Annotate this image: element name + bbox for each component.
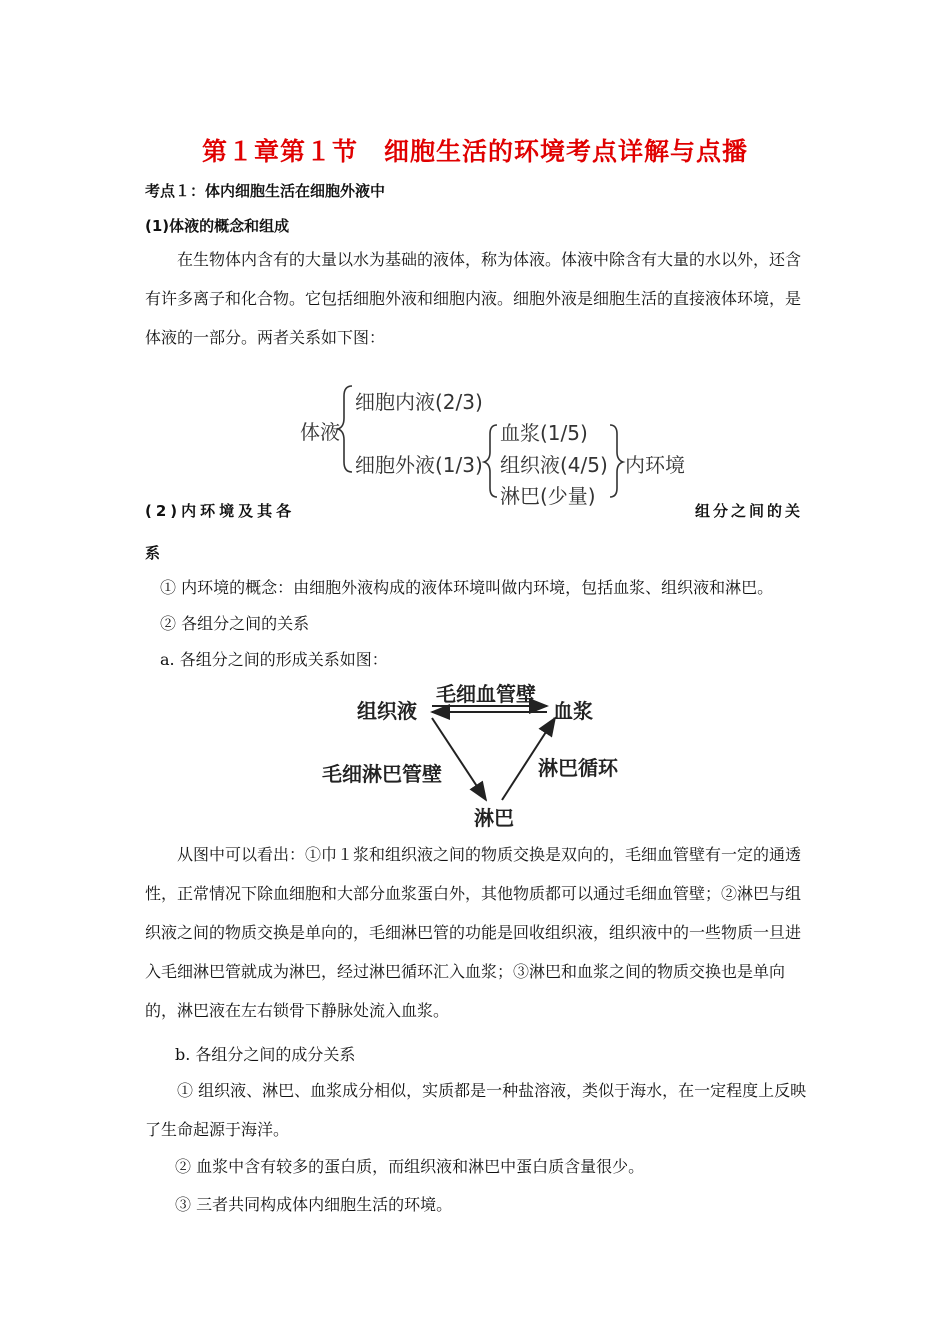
- subsection-heading-2b: 组分之间的关: [695, 502, 804, 520]
- tree-extracellular: 细胞外液(1/3): [355, 453, 483, 477]
- tree-internal-environment: 内环境: [625, 453, 685, 477]
- tree-plasma: 血浆(1/5): [500, 421, 588, 445]
- paragraph-exchange: 从图中可以看出：①巾１浆和组织液之间的物质交换是双向的，毛细血管壁有一定的通透性，正常情况下除血细胞和大部分血浆蛋白外，其他物质都可以通过毛细血管壁；②淋巴与组织液之间的物质交换是单向的，毛细淋巴管的功能是回收组织液，组织液中的一些物质一旦进入毛细淋巴管就成为淋巴，经过淋巴循环汇入血浆；③淋巴和血浆之间的物质交换也是单向的，淋巴液在左右锁骨下静脉处流入血浆。: [145, 845, 802, 1020]
- cycle-tissue-fluid: 组织液: [357, 699, 417, 723]
- cycle-capillary-wall: 毛细血管壁: [436, 682, 536, 706]
- page-title: 第１章第１节 细胞生活的环境考点详解与点播: [201, 137, 748, 166]
- cycle-lymph: 淋巴: [474, 806, 514, 830]
- cycle-lymph-capillary-wall: 毛细淋巴管壁: [322, 762, 442, 786]
- list-item-composition: b. 各组分之间的成分关系: [175, 1045, 356, 1064]
- list-item-formation: a. 各组分之间的形成关系如图：: [160, 650, 388, 669]
- paragraph-body-fluid: 在生物体内含有的大量以水为基础的液体，称为体液。体液中除含有大量的水以外，还含有许多离子和化合物。它包括细胞外液和细胞内液。细胞外液是细胞生活的直接液体环境，是体液的一部分。两者关系如下图：: [145, 250, 802, 347]
- tree-lymph: 淋巴(少量): [500, 484, 596, 508]
- list-item-b3: ③ 三者共同构成体内细胞生活的环境。: [175, 1195, 453, 1214]
- cycle-plasma: 血浆: [553, 699, 593, 723]
- list-item-relations: ② 各组分之间的关系: [160, 614, 310, 633]
- cycle-lymph-circulation: 淋巴循环: [538, 756, 618, 780]
- list-item-b2: ② 血浆中含有较多的蛋白质，而组织液和淋巴中蛋白质含量很少。: [175, 1157, 645, 1176]
- tree-root: 体液: [300, 420, 340, 444]
- section-heading-kp1: 考点１：体内细胞生活在细胞外液中: [145, 182, 386, 200]
- list-item-internal-env: ① 内环境的概念：由细胞外液构成的液体环境叫做内环境，包括血浆、组织液和淋巴。: [160, 578, 774, 597]
- list-item-b1: ① 组织液、淋巴、血浆成分相似，实质都是一种盐溶液，类似于海水，在一定程度上反映了生命起源于海洋。: [145, 1081, 807, 1139]
- subsection-heading-2a: (2)内环境及其各: [145, 502, 296, 520]
- subsection-heading-1: (1)体液的概念和组成: [145, 217, 290, 235]
- tree-tissue-fluid: 组织液(4/5): [500, 453, 608, 477]
- subsection-heading-2c: 系: [145, 544, 161, 562]
- tree-intracellular: 细胞内液(2/3): [355, 390, 483, 414]
